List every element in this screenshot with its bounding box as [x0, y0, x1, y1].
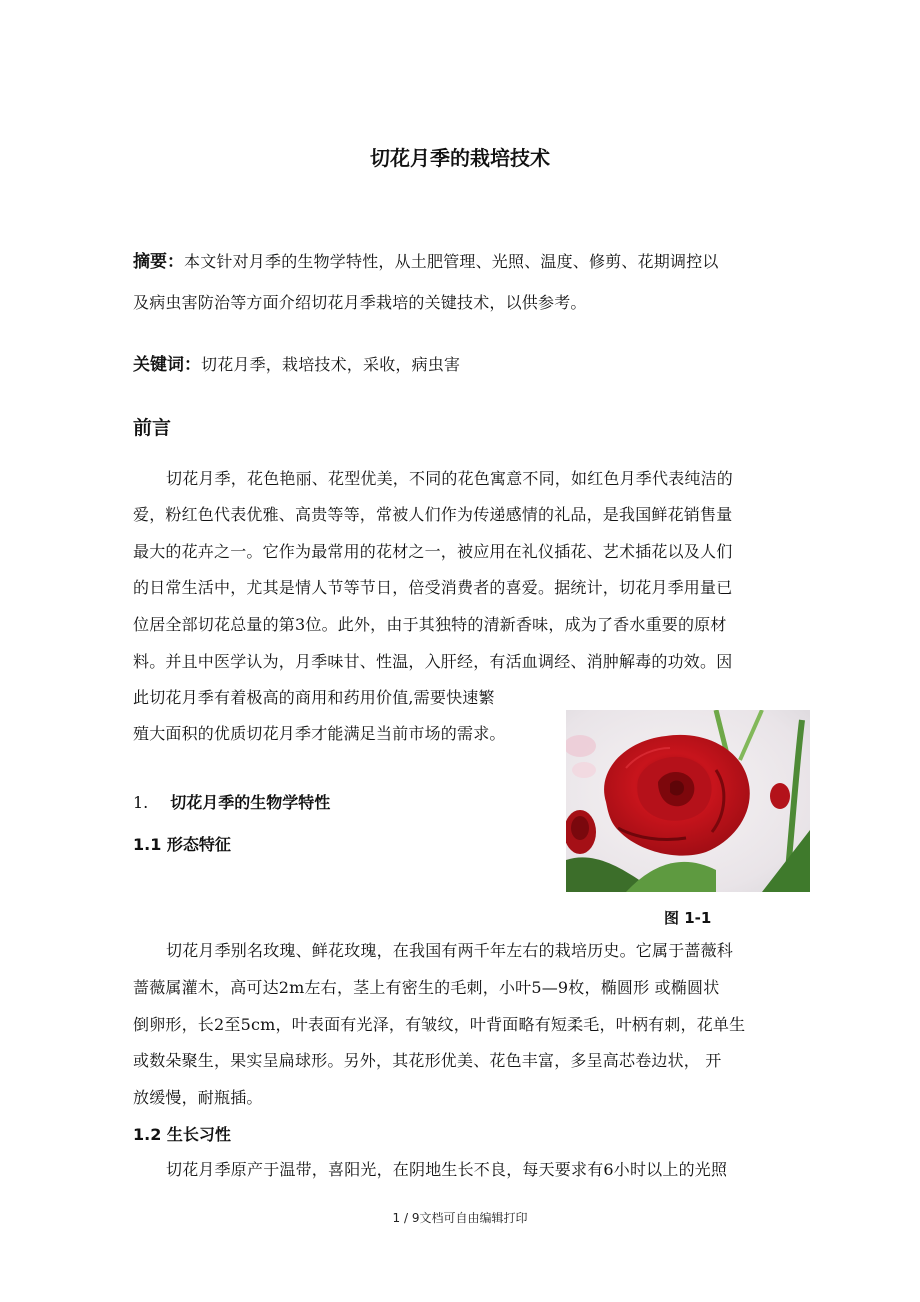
preface-line: 位居全部切花总量的第3位。此外，由于其独特的清新香味，成为了香水重要的原材 — [133, 615, 727, 634]
preface-line: 此切花月季有着极高的商用和药用价值,需要快速繁 — [133, 688, 495, 707]
preface-line: 爱，粉红色代表优雅、高贵等等，常被人们作为传递感情的礼品，是我国鲜花销售量 — [133, 505, 733, 524]
abstract-label: 摘要： — [133, 252, 184, 272]
abstract-text-2: 及病虫害防治等方面介绍切花月季栽培的关键技术，以供参考。 — [133, 293, 587, 312]
preface-line: 的日常生活中，尤其是情人节等节日，倍受消费者的喜爱。据统计，切花月季用量已 — [133, 578, 733, 597]
section-1-2-heading: 1.2 生长习性 — [133, 1125, 231, 1144]
rose-photo — [566, 710, 810, 892]
abstract-line-1 — [133, 247, 719, 272]
section-1-heading — [133, 790, 330, 813]
preface-line: 切花月季，花色艳丽、花型优美，不同的花色寓意不同，如红色月季代表纯洁的 — [166, 469, 734, 488]
section-1-1-line: 或数朵聚生，果实呈扁球形。另外，其花形优美、花色丰富，多呈高芯卷边状， 开 — [133, 1051, 722, 1070]
page-footer: 1 / 9文档可自由编辑打印 — [392, 1211, 528, 1225]
preface-line: 最大的花卉之一。它作为最常用的花材之一，被应用在礼仪插花、艺术插花以及人们 — [133, 542, 733, 561]
document-title: 切花月季的栽培技术 — [370, 146, 550, 170]
section-1-number: 1. — [133, 793, 149, 812]
section-1-1-line: 切花月季别名玫瑰、鲜花玫瑰，在我国有两千年左右的栽培历史。它属于蔷薇科 — [166, 941, 734, 960]
keywords-label: 关键词： — [133, 355, 201, 375]
keywords-line — [133, 350, 460, 375]
section-1-1-line: 倒卵形，长2至5cm，叶表面有光泽，有皱纹，叶背面略有短柔毛，叶柄有刺，花单生 — [133, 1015, 746, 1034]
abstract-text-1: 本文针对月季的生物学特性，从土肥管理、光照、温度、修剪、花期调控以 — [184, 252, 719, 271]
preface-line: 料。并且中医学认为，月季味甘、性温，入肝经，有活血调经、消肿解毒的功效。因 — [133, 652, 733, 671]
section-1-1-line: 蔷薇属灌木，高可达2m左右，茎上有密生的毛刺，小叶5—9枚，椭圆形 或椭圆状 — [133, 978, 720, 997]
section-1-title: 切花月季的生物学特性 — [170, 793, 331, 812]
preface-heading: 前言 — [133, 417, 172, 439]
figure-caption: 图 1-1 — [664, 909, 712, 927]
section-1-1-line: 放缓慢，耐瓶插。 — [133, 1088, 263, 1107]
section-1-2-line: 切花月季原产于温带，喜阳光，在阴地生长不良，每天要求有6小时以上的光照 — [166, 1160, 728, 1179]
keywords-text: 切花月季，栽培技术，采收，病虫害 — [201, 355, 461, 374]
preface-line: 殖大面积的优质切花月季才能满足当前市场的需求。 — [133, 724, 506, 743]
section-1-1-heading: 1.1 形态特征 — [133, 835, 231, 854]
